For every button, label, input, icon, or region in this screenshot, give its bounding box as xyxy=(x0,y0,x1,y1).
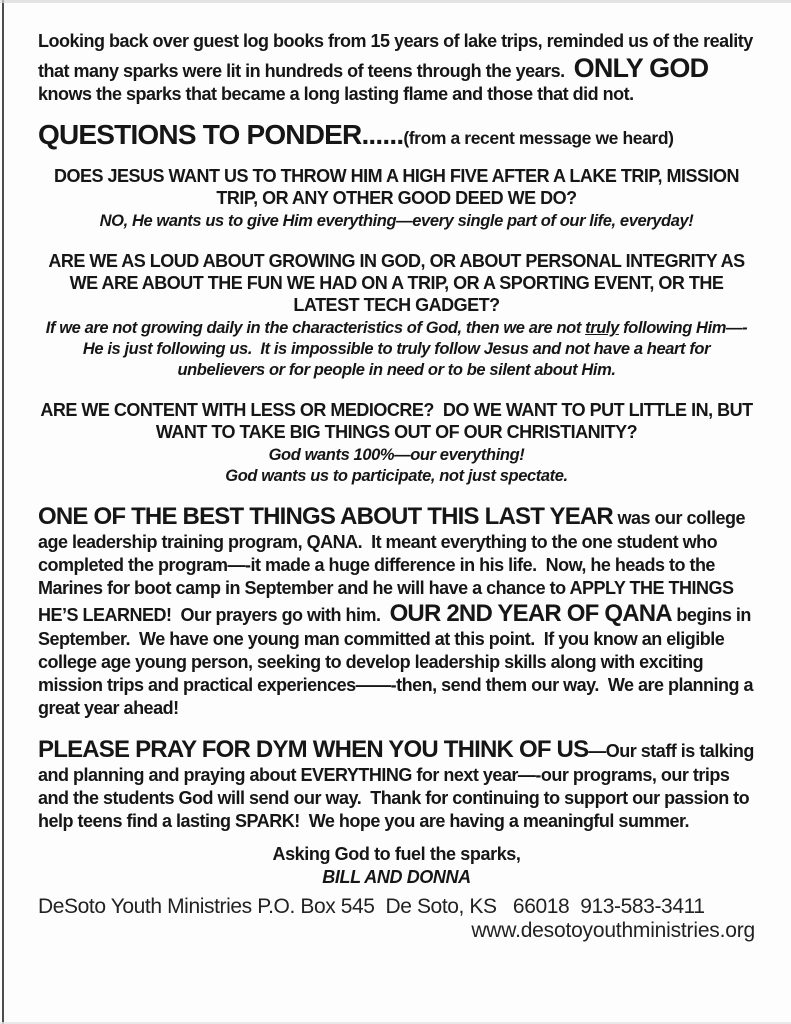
pray-paragraph xyxy=(38,736,759,833)
question-block-content-with-less xyxy=(38,399,758,487)
signature: BILL AND DONNA xyxy=(322,867,471,887)
qana-text-2: begins in September. We have one young man committed at this point. If you know an eligible college age young person, seeking to develop leadership skills along with exciting mission trips and practical experiences——-then, send them our way. We are planning a great year ahead! xyxy=(38,605,758,718)
question-text: ARE WE AS LOUD ABOUT GROWING IN GOD, OR ABOUT PERSONAL INTEGRITY AS WE ARE ABOUT THE FUN WE HAD ON A TRIP, OR A SPORTING EVENT, OR THE LATEST TECH GADGET? xyxy=(48,251,750,315)
question-block-high-five xyxy=(38,165,755,232)
question-text: ARE WE CONTENT WITH LESS OR MEDIOCRE? DO WE WANT TO PUT LITTLE IN, BUT WANT TO TAKE BIG THINGS OUT OF OUR CHRISTIANITY? xyxy=(40,400,758,442)
footer-block xyxy=(38,895,755,943)
answer-text xyxy=(38,318,755,381)
answer-text: NO, He wants us to give Him everything—every single part of our life, everyday! xyxy=(99,212,694,230)
answer-text: God wants 100%—our everything! xyxy=(268,446,525,464)
intro-text-start: Looking back over guest log books from 15 years of lake trips, reminded us of the reality that many sparks were lit in hundreds of teens through the years. xyxy=(38,31,758,81)
answer-segment: following Him—-He is just following us. It is impossible to truly follow Jesus and not have a heart for unbelievers or for people in need or to be silent about Him. xyxy=(82,319,748,379)
closing-block xyxy=(38,843,755,889)
qana-text-1: was our college age leadership training program, QANA. It meant everything to the one student who completed the program—-it made a huge difference in his life. Now, he heads to the Marines for boot camp in September and he will have a chance to APPLY THE THINGS HE’S LEARNED! Our prayers go with him. xyxy=(38,508,750,625)
answer-segment: If we are not growing daily in the characteristics of God, then we are not xyxy=(45,319,586,337)
answer-underlined-word: truly xyxy=(585,319,619,337)
only-god-emphasis: ONLY GOD xyxy=(573,53,709,83)
ponder-title: QUESTIONS TO PONDER...... xyxy=(38,119,404,150)
intro-text-end: knows the sparks that became a long lasting flame and those that did not. xyxy=(38,61,713,104)
qana-paragraph xyxy=(38,503,758,720)
scan-top-artifact xyxy=(0,0,791,3)
intro-paragraph xyxy=(38,30,758,106)
answer-text: God wants us to participate, not just spectate. xyxy=(225,467,568,485)
ponder-subtitle: (from a recent message we heard) xyxy=(403,128,674,148)
footer-website: www.desotoyouthministries.org xyxy=(471,919,755,942)
closing-line: Asking God to fuel the sparks, xyxy=(272,844,521,864)
pray-text: —Our staff is talking and planning and praying about EVERYTHING for next year—-our programs, our trips and the students God will send our way. Thank for continuing to support our passion to help teens find a lasting SPARK! We hope you are having a meaningful summer. xyxy=(38,741,759,831)
question-block-loud-about-growing xyxy=(38,250,755,381)
questions-to-ponder-heading xyxy=(38,116,755,155)
scan-edge-line xyxy=(2,0,4,1024)
second-year-qana-lead: OUR 2ND YEAR OF QANA xyxy=(389,600,672,627)
footer-address: DeSoto Youth Ministries P.O. Box 545 De Soto, KS 66018 913-583-3411 xyxy=(38,895,705,918)
best-things-lead: ONE OF THE BEST THINGS ABOUT THIS LAST YEAR xyxy=(38,503,613,530)
please-pray-lead: PLEASE PRAY FOR DYM WHEN YOU THINK OF US xyxy=(38,736,589,763)
question-text: DOES JESUS WANT US TO THROW HIM A HIGH FIVE AFTER A LAKE TRIP, MISSION TRIP, OR ANY OTHER GOOD DEED WE DO? xyxy=(53,166,744,208)
